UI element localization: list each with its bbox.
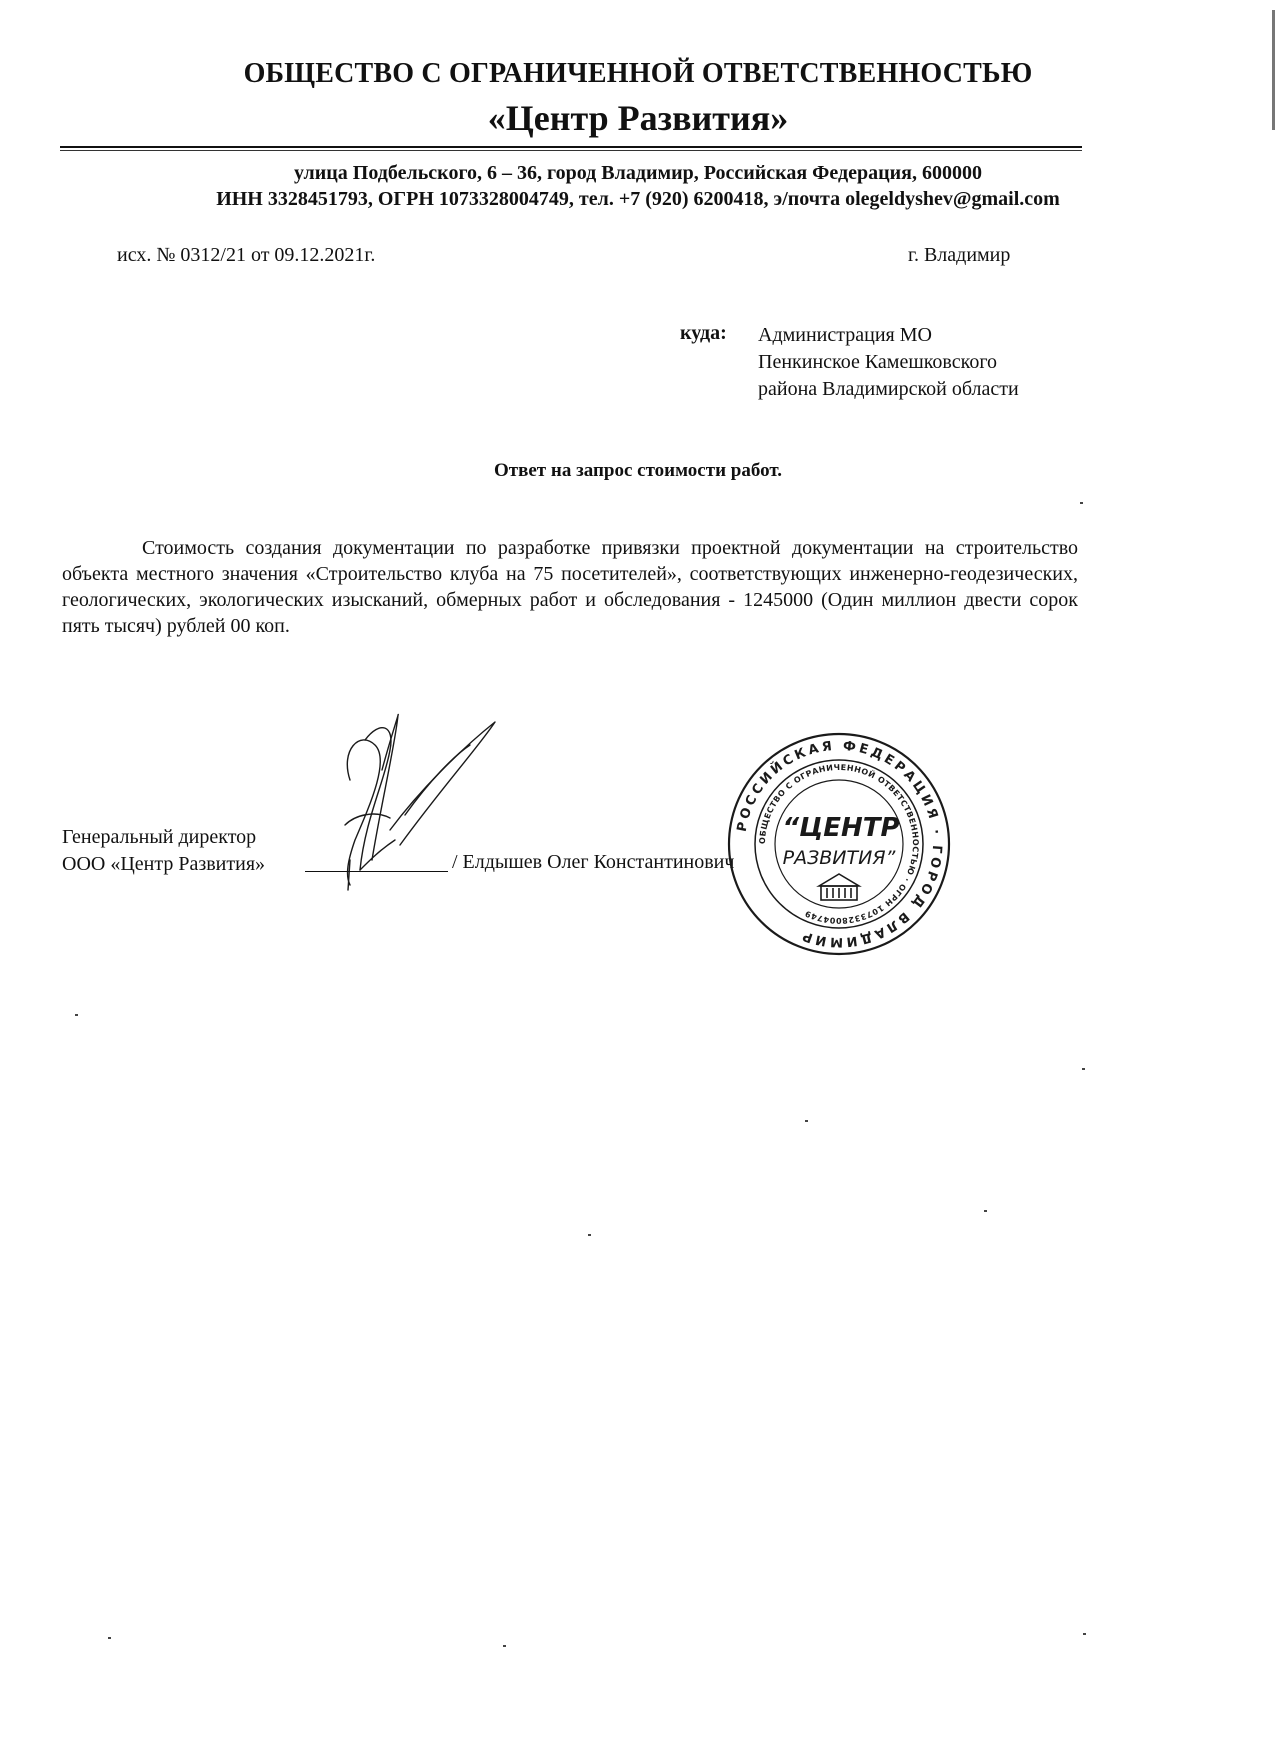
scan-speck xyxy=(1083,1633,1086,1635)
city-label: г. Владимир xyxy=(908,244,1011,266)
recipient-line: Администрация МО xyxy=(758,324,932,346)
scan-speck xyxy=(1082,1068,1085,1070)
organization-form: ОБЩЕСТВО С ОГРАНИЧЕННОЙ ОТВЕТСТВЕННОСТЬЮ xyxy=(243,58,1033,89)
document-title: Ответ на запрос стоимости работ. xyxy=(493,460,782,481)
scan-edge xyxy=(1272,10,1275,130)
body-paragraph: Стоимость создания документации по разработке привязки проектной документации на строительство объекта местного значения «Строительство клуба на 75 посетителей», соответствующих инженерно-геодезических, геологических, экологических изысканий, обмерных работ и обследования - 1245000 (Один миллион двести сорок пять тысяч) рублей 00 коп. xyxy=(62,537,1078,637)
signatory-position: Генеральный директор xyxy=(62,826,257,848)
stamp-center-line1: “ЦЕНТР xyxy=(782,813,900,843)
company-stamp xyxy=(723,728,955,960)
stamp-building-icon xyxy=(819,874,859,900)
scan-speck xyxy=(588,1234,591,1236)
outgoing-reference: исх. № 0312/21 от 09.12.2021г. xyxy=(117,244,376,266)
scan-speck xyxy=(503,1645,506,1647)
scan-speck xyxy=(805,1120,808,1122)
recipient-line: Пенкинское Камешковского xyxy=(758,351,998,373)
recipient-label: куда: xyxy=(680,322,727,344)
scan-speck xyxy=(984,1210,987,1212)
header-divider-thin xyxy=(60,150,1082,151)
signatory-company: ООО «Центр Развития» xyxy=(62,853,266,875)
recipient-line: района Владимирской области xyxy=(758,378,1019,400)
header-divider xyxy=(60,146,1082,148)
scan-speck xyxy=(1080,502,1083,504)
scan-speck xyxy=(108,1637,111,1639)
stamp-center-line2: РАЗВИТИЯ” xyxy=(782,847,896,869)
organization-requisites: ИНН 3328451793, ОГРН 1073328004749, тел. +7 (920) 6200418, э/почта olegeldyshev@gmail.com xyxy=(216,188,1060,210)
stamp-inner-text: ОБЩЕСТВО С ОГРАНИЧЕННОЙ ОТВЕТСТВЕННОСТЬЮ · ОГРН 1073328004749 xyxy=(757,762,921,926)
organization-name: «Центр Развития» xyxy=(487,98,789,138)
stamp-outer-text: РОССИЙСКАЯ ФЕДЕРАЦИЯ · ГОРОД ВЛАДИМИР xyxy=(734,738,945,950)
signatory-name: / Елдышев Олег Константинович xyxy=(452,851,735,873)
scan-speck xyxy=(75,1014,78,1016)
organization-address: улица Подбельского, 6 – 36, город Владимир, Российская Федерация, 600000 xyxy=(294,162,982,184)
document-body xyxy=(62,535,1078,639)
signature-line xyxy=(305,871,448,872)
signatory-block xyxy=(62,824,265,878)
recipient-address xyxy=(758,322,1019,403)
